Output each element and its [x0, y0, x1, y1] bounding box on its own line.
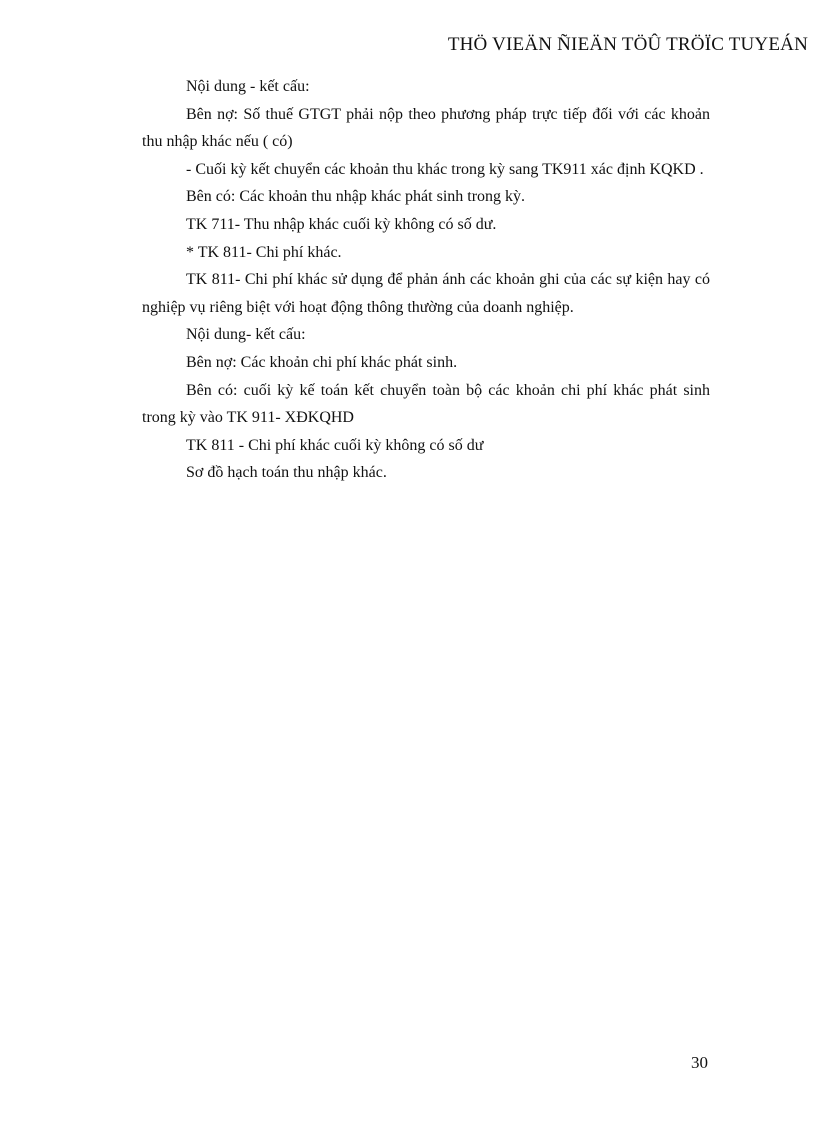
page-header: THÖ VIEÄN ÑIEÄN TÖÛ TRÖÏC TUYEÁN	[447, 34, 808, 55]
paragraph-accounting-diagram: Sơ đồ hạch toán thu nhập khác.	[186, 464, 387, 482]
paragraph-tk711-balance: TK 711- Thu nhập khác cuối kỳ không có số dư.	[186, 215, 497, 233]
paragraph-content-structure: Nội dung - kết cấu:	[186, 78, 310, 95]
paragraph-debit-side-vat: Bên nợ: Số thuế GTGT phải nộp theo phương pháp trực tiếp đối với các khoản thu nhập khác nếu ( có)	[142, 105, 710, 151]
paragraph-tk811-description: TK 811- Chi phí khác sử dụng để phản ánh các khoản ghi của các sự kiện hay có nghiệp vụ riêng biệt với hoạt động thông thường của doanh nghiệp.	[142, 271, 710, 316]
paragraph-credit-side-income: Bên có: Các khoản thu nhập khác phát sinh trong kỳ.	[186, 188, 526, 206]
paragraph-debit-side-expenses: Bên nợ: Các khoản chi phí khác phát sinh.	[186, 353, 458, 371]
paragraph-tk811-balance: TK 811 - Chi phí khác cuối kỳ không có số dư	[186, 436, 484, 454]
page-number: 30	[691, 1053, 708, 1072]
paragraph-period-end-transfer: - Cuối kỳ kết chuyển các khoản thu khác trong kỳ sang TK911 xác định KQKD .	[186, 160, 704, 178]
document-body	[142, 73, 710, 487]
paragraph-tk811-heading: * TK 811- Chi phí khác.	[186, 243, 342, 261]
paragraph-content-structure-2: Nội dung- kết cấu:	[186, 326, 306, 344]
paragraph-credit-side-transfer: Bên có: cuối kỳ kế toán kết chuyển toàn bộ các khoản chi phí khác phát sinh trong kỳ vào TK 911- XĐKQHD	[142, 381, 710, 427]
